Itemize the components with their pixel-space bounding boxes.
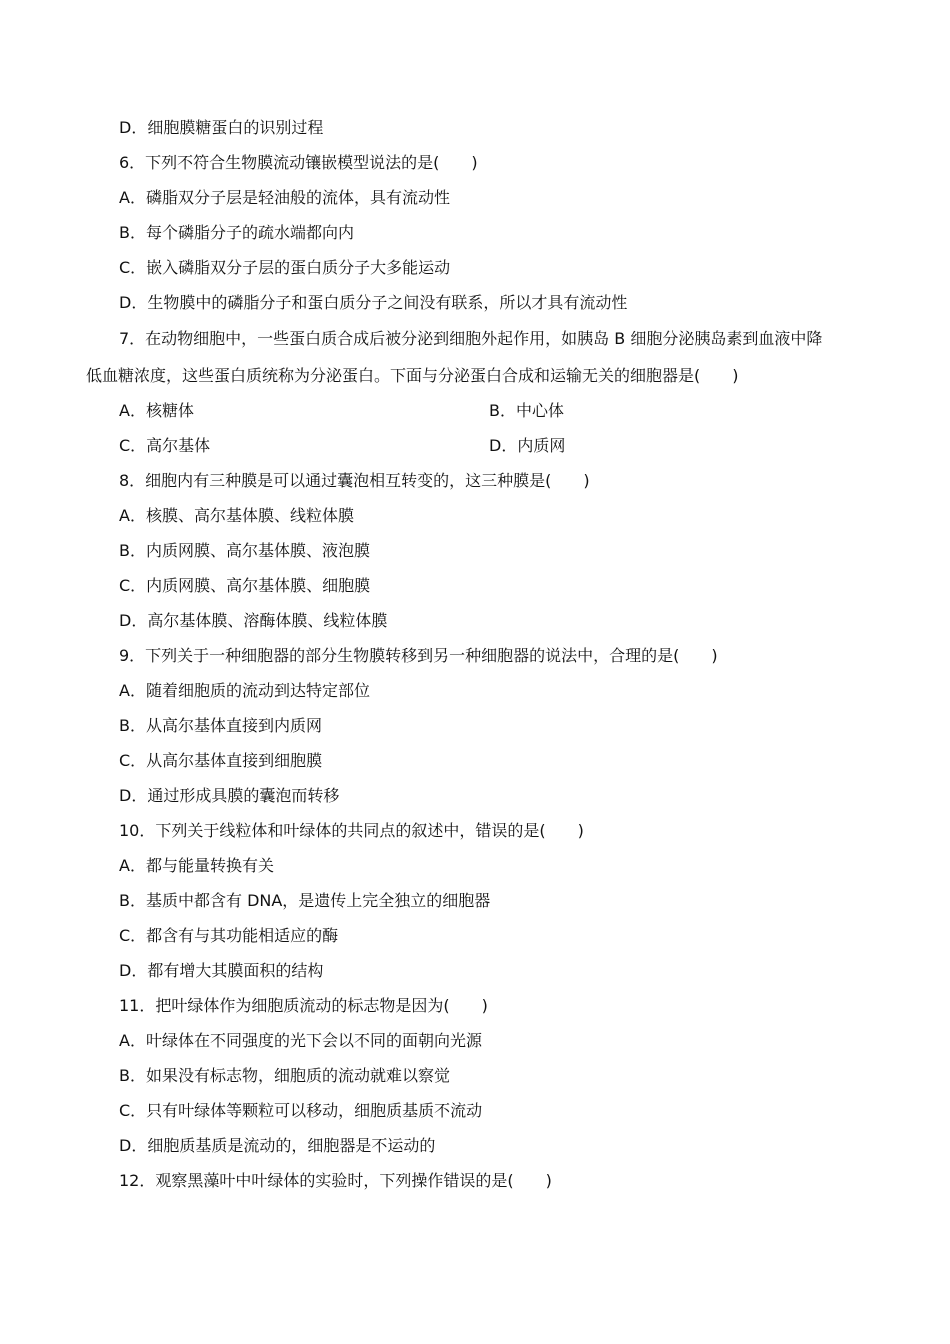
q9-option-b: B．从高尔基体直接到内质网 — [119, 716, 322, 735]
q11-option-c: C．只有叶绿体等颗粒可以移动，细胞质基质不流动 — [119, 1101, 483, 1120]
q9-option-a: A．随着细胞质的流动到达特定部位 — [119, 681, 370, 700]
q11-option-b: B．如果没有标志物，细胞质的流动就难以察觉 — [119, 1066, 450, 1085]
q9-option-d: D．通过形成具膜的囊泡而转移 — [119, 786, 340, 805]
q10-stem: 10．下列关于线粒体和叶绿体的共同点的叙述中，错误的是( ) — [119, 821, 584, 840]
q7-stem-line1: 7．在动物细胞中，一些蛋白质合成后被分泌到细胞外起作用，如胰岛 B 细胞分泌胰岛素到血液中降 — [119, 329, 823, 348]
q7-option-a: A．核糖体 — [119, 401, 194, 420]
q11-option-a: A．叶绿体在不同强度的光下会以不同的面朝向光源 — [119, 1031, 482, 1050]
q8-option-d: D．高尔基体膜、溶酶体膜、线粒体膜 — [119, 611, 388, 630]
q10-option-d: D．都有增大其膜面积的结构 — [119, 961, 324, 980]
q10-option-b: B．基质中都含有 DNA，是遗传上完全独立的细胞器 — [119, 891, 491, 910]
q12-stem: 12．观察黑藻叶中叶绿体的实验时，下列操作错误的是( ) — [119, 1171, 552, 1190]
q10-option-a: A．都与能量转换有关 — [119, 856, 274, 875]
q8-option-c: C．内质网膜、高尔基体膜、细胞膜 — [119, 576, 371, 595]
q7-option-b: B．中心体 — [489, 401, 564, 420]
q8-stem: 8．细胞内有三种膜是可以通过囊泡相互转变的，这三种膜是( ) — [119, 471, 590, 490]
q9-option-c: C．从高尔基体直接到细胞膜 — [119, 751, 323, 770]
q7-stem-line2: 低血糖浓度，这些蛋白质统称为分泌蛋白。下面与分泌蛋白合成和运输无关的细胞器是( ) — [86, 366, 739, 385]
q7-option-d: D．内质网 — [489, 436, 566, 455]
q5-option-d: D．细胞膜糖蛋白的识别过程 — [119, 118, 324, 137]
q7-option-c: C．高尔基体 — [119, 436, 211, 455]
q6-option-a: A．磷脂双分子层是轻油般的流体，具有流动性 — [119, 188, 450, 207]
q6-option-c: C．嵌入磷脂双分子层的蛋白质分子大多能运动 — [119, 258, 451, 277]
q11-option-d: D．细胞质基质是流动的，细胞器是不运动的 — [119, 1136, 436, 1155]
q6-option-d: D．生物膜中的磷脂分子和蛋白质分子之间没有联系，所以才具有流动性 — [119, 293, 628, 312]
q8-option-b: B．内质网膜、高尔基体膜、液泡膜 — [119, 541, 370, 560]
q6-option-b: B．每个磷脂分子的疏水端都向内 — [119, 223, 354, 242]
q11-stem: 11．把叶绿体作为细胞质流动的标志物是因为( ) — [119, 996, 488, 1015]
q8-option-a: A．核膜、高尔基体膜、线粒体膜 — [119, 506, 354, 525]
q10-option-c: C．都含有与其功能相适应的酶 — [119, 926, 339, 945]
q6-stem: 6．下列不符合生物膜流动镶嵌模型说法的是( ) — [119, 153, 478, 172]
q9-stem: 9．下列关于一种细胞器的部分生物膜转移到另一种细胞器的说法中，合理的是( ) — [119, 646, 718, 665]
